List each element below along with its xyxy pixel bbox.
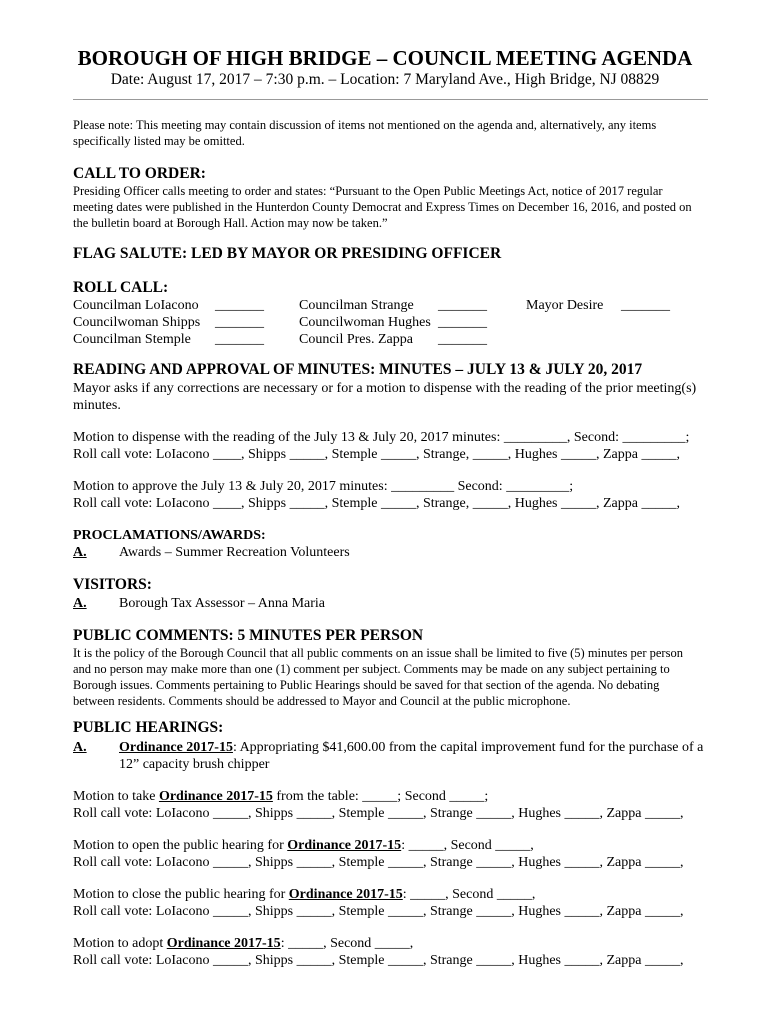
- proclamations-heading: PROCLAMATIONS/AWARDS:: [73, 528, 266, 543]
- minutes-motion-approve: Motion to approve the July 13 & July 20, 2017 minutes: _________ Second: _________;: [73, 479, 574, 494]
- minutes-motion-dispense: Motion to dispense with the reading of the July 13 & July 20, 2017 minutes: _________, Second: _________;: [73, 430, 690, 445]
- roll-call-blank: _______: [438, 298, 487, 313]
- hearing-roll-call-vote: Roll call vote: LoIacono _____, Shipps _____, Stemple _____, Strange _____, Hughes _____, Zappa _____,: [73, 806, 684, 821]
- roll-call-blank: _______: [215, 332, 264, 347]
- roll-call-blank: _______: [438, 332, 487, 347]
- page-title: BOROUGH OF HIGH BRIDGE – COUNCIL MEETING AGENDA: [77, 46, 693, 70]
- hearing-roll-call-vote: Roll call vote: LoIacono _____, Shipps _____, Stemple _____, Strange _____, Hughes _____, Zappa _____,: [73, 855, 684, 870]
- motion-adopt: Motion to adopt Ordinance 2017-15: _____, Second _____,: [73, 936, 414, 951]
- minutes-heading: READING AND APPROVAL OF MINUTES: MINUTES – JULY 13 & JULY 20, 2017: [73, 361, 643, 378]
- roll-call-blank: _______: [215, 298, 264, 313]
- public-comments-line-4: between residents. Comments should be addressed to Mayor and Council at the public microphone.: [73, 694, 571, 708]
- call-to-order-line-3: the bulletin board at Borough Hall. Action may now be taken.”: [73, 216, 388, 230]
- public-comments-line-3: Borough issues. Comments pertaining to Public Hearings should be saved for that section of the agenda. No debating: [73, 678, 660, 692]
- roll-call-member: Mayor Desire: [526, 298, 604, 313]
- motion-close-hearing: Motion to close the public hearing for Ordinance 2017-15: _____, Second _____,: [73, 887, 536, 902]
- item-letter: A.: [73, 740, 87, 755]
- roll-call-heading: ROLL CALL:: [73, 279, 169, 296]
- visitor-item: Borough Tax Assessor – Anna Maria: [119, 596, 326, 611]
- hearing-item-text: : Appropriating $41,600.00 from the capital improvement fund for the purchase of a: [232, 740, 704, 755]
- call-to-order-line-2: meeting dates were published in the Hunterdon County Democrat and Express Times on December 16, 2016, and posted on: [73, 200, 692, 214]
- motion-take-from-table: Motion to take Ordinance 2017-15 from the table: _____; Second _____;: [73, 789, 489, 804]
- public-hearings-heading: PUBLIC HEARINGS:: [73, 719, 224, 736]
- public-comments-line-2: and no person may make more than one (1) comment per subject. Comments may be made on any subject pertaining to: [73, 662, 670, 676]
- ordinance-ref: Ordinance 2017-15: [288, 887, 403, 902]
- roll-call-member: Councilman Stemple: [73, 332, 191, 347]
- hearing-roll-call-vote: Roll call vote: LoIacono _____, Shipps _____, Stemple _____, Strange _____, Hughes _____, Zappa _____,: [73, 953, 684, 968]
- minutes-line-2: minutes.: [73, 398, 121, 413]
- header-divider: [73, 99, 708, 100]
- ordinance-ref: Ordinance 2017-15: [158, 789, 273, 804]
- call-to-order-heading: CALL TO ORDER:: [73, 165, 206, 182]
- public-comments-heading: PUBLIC COMMENTS: 5 MINUTES PER PERSON: [73, 627, 424, 644]
- motion-open-hearing: Motion to open the public hearing for Ordinance 2017-15: _____, Second _____,: [73, 838, 534, 853]
- call-to-order-line-1: Presiding Officer calls meeting to order and states: “Pursuant to the Open Public Meetings Act, notice of 2017 regular: [73, 184, 663, 198]
- public-comments-line-1: It is the policy of the Borough Council that all public comments on an issue shall be limited to five (5) minutes per person: [73, 646, 683, 660]
- minutes-roll-call-vote: Roll call vote: LoIacono ____, Shipps _____, Stemple _____, Strange, _____, Hughes _____, Zappa _____,: [73, 447, 680, 462]
- minutes-line-1: Mayor asks if any corrections are necessary or for a motion to dispense with the reading of the prior meeting(s): [73, 381, 697, 396]
- roll-call-blank: _______: [621, 298, 670, 313]
- roll-call-member: Councilman Strange: [299, 298, 414, 313]
- roll-call-member: Councilwoman Shipps: [73, 315, 201, 330]
- ordinance-ref: Ordinance 2017-15: [287, 838, 402, 853]
- proclamation-item: Awards – Summer Recreation Volunteers: [119, 545, 350, 560]
- hearing-roll-call-vote: Roll call vote: LoIacono _____, Shipps _____, Stemple _____, Strange _____, Hughes _____, Zappa _____,: [73, 904, 684, 919]
- roll-call-member: Council Pres. Zappa: [299, 332, 413, 347]
- item-letter: A.: [73, 596, 87, 611]
- roll-call-member: Councilman LoIacono: [73, 298, 199, 313]
- minutes-roll-call-vote: Roll call vote: LoIacono ____, Shipps _____, Stemple _____, Strange, _____, Hughes _____, Zappa _____,: [73, 496, 680, 511]
- hearing-item: [119, 739, 703, 756]
- ordinance-ref: Ordinance 2017-15: [166, 936, 281, 951]
- visitors-heading: VISITORS:: [73, 576, 152, 593]
- roll-call-blank: _______: [215, 315, 264, 330]
- item-letter: A.: [73, 545, 87, 560]
- roll-call-member: Councilwoman Hughes: [299, 315, 431, 330]
- meeting-details: Date: August 17, 2017 – 7:30 p.m. – Location: 7 Maryland Ave., High Bridge, NJ 08829: [110, 71, 660, 88]
- note-line-2: specifically listed may be omitted.: [73, 134, 245, 148]
- note-line-1: Please note: This meeting may contain discussion of items not mentioned on the agenda and, alternatively, any items: [73, 118, 657, 132]
- hearing-item-line-2: 12” capacity brush chipper: [119, 757, 270, 772]
- flag-salute-heading: FLAG SALUTE: LED BY MAYOR OR PRESIDING OFFICER: [73, 245, 502, 262]
- roll-call-blank: _______: [438, 315, 487, 330]
- ordinance-ref: Ordinance 2017-15: [119, 740, 233, 755]
